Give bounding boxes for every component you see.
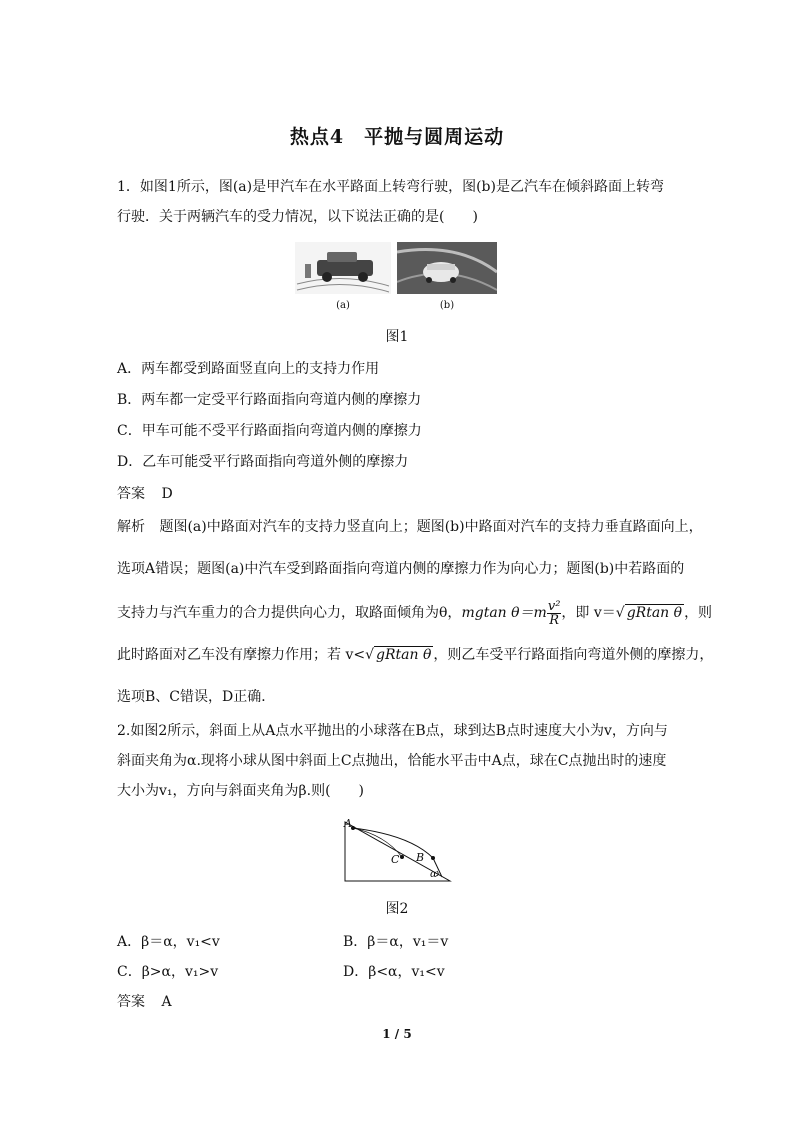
formula-mg: mg — [461, 605, 484, 621]
fraction-v2-over-r — [547, 600, 562, 627]
angle-alpha-label: α — [430, 869, 437, 880]
q2-answer — [117, 991, 172, 1011]
q1-answer — [117, 483, 173, 503]
figure-1b-image — [397, 242, 497, 294]
q2-option-c: C．β>α，v₁>v — [117, 964, 219, 980]
figure-1-caption: 图1 — [385, 329, 409, 345]
analysis-text-4b: ，则乙车受平行路面指向弯道外侧的摩擦力， — [433, 647, 714, 663]
figure-2 — [340, 815, 454, 889]
page-title: 热点4 平抛与圆周运动 — [289, 126, 505, 148]
answer-value: A — [161, 994, 172, 1010]
point-b-label: B — [416, 851, 425, 864]
analysis-text-3b: ，即 v＝ — [561, 605, 616, 621]
analysis-line-5: 选项B、C错误，D正确． — [117, 689, 276, 705]
q1-option-b: B．两车都一定受平行路面指向弯道内侧的摩擦力 — [117, 392, 422, 408]
question-2-stem: 2.如图2所示，斜面上从A点水平抛出的小球落在B点，球到达B点时速度大小为v，方向与斜面夹角为α.现将小球从图中斜面上C点抛出，恰能水平击中A点，球在C点抛出时的速度大小为v₁，方向与斜面夹角为β.则( ) — [117, 723, 668, 799]
analysis-line-3: 支持力与汽车重力的合力提供向心力，取路面倾角为θ，mgtan θ＝m $\frac{\text{v²}}{R}$ ，即 v＝√ gRtan θ ，则 — [117, 598, 713, 628]
q2-option-a: A．β＝α，v₁<v — [117, 934, 220, 950]
figure-1a-label: (a) — [336, 300, 350, 311]
fraction-numerator: v² — [547, 598, 561, 614]
figure-1b-label: (b) — [439, 300, 455, 311]
q1-option-c: C．甲车可能不受平行路面指向弯道内侧的摩擦力 — [117, 423, 422, 439]
question-1-stem: 1．如图1所示，图(a)是甲汽车在水平路面上转弯行驶，图(b)是乙汽车在倾斜路面上转弯行驶．关于两辆汽车的受力情况，以下说法正确的是( ) — [117, 179, 664, 225]
q1-option-a: A．两车都受到路面竖直向上的支持力作用 — [117, 361, 380, 377]
analysis-line-1 — [117, 509, 703, 545]
point-a-label: A — [344, 817, 352, 830]
point-c-label: C — [391, 853, 400, 866]
analysis-text-3c: ，则 — [684, 605, 713, 621]
figure-1a-image — [295, 242, 391, 294]
q1-option-d: D．乙车可能受平行路面指向弯道外侧的摩擦力 — [117, 454, 409, 470]
analysis-label: 解析 — [117, 519, 145, 535]
figure-2-caption: 图2 — [385, 901, 409, 917]
figure-1 — [295, 242, 497, 314]
analysis-line-2: 选项A错误；题图(a)中汽车受到路面指向弯道内侧的摩擦力作为向心力；题图(b)中若路面的 — [117, 561, 685, 577]
q1-analysis — [117, 509, 714, 715]
analysis-text-1: 题图(a)中路面对汽车的支持力竖直向上；题图(b)中路面对汽车的支持力垂直路面向上， — [159, 519, 703, 535]
answer-label: 答案 — [117, 994, 145, 1010]
q2-option-b: B．β＝α，v₁＝v — [343, 934, 449, 950]
analysis-line-4: 此时路面对乙车没有摩擦力作用；若 v<√ gRtan θ ，则乙车受平行路面指向弯道外侧的摩擦力， — [117, 647, 714, 663]
sqrt-expression-2: gRtan θ — [376, 647, 432, 663]
page-number: 1 / 5 — [382, 1027, 412, 1041]
analysis-text-4a: 此时路面对乙车没有摩擦力作用；若 v< — [117, 647, 366, 663]
formula-tan: tan θ＝m — [483, 605, 547, 621]
q2-option-d: D．β<α，v₁<v — [343, 964, 445, 980]
answer-value: D — [161, 486, 173, 502]
answer-label: 答案 — [117, 486, 145, 502]
analysis-text-3a: 支持力与汽车重力的合力提供向心力，取路面倾角为θ， — [117, 605, 462, 621]
sqrt-expression-1: gRtan θ — [626, 605, 683, 621]
fraction-denominator: R — [549, 612, 560, 628]
